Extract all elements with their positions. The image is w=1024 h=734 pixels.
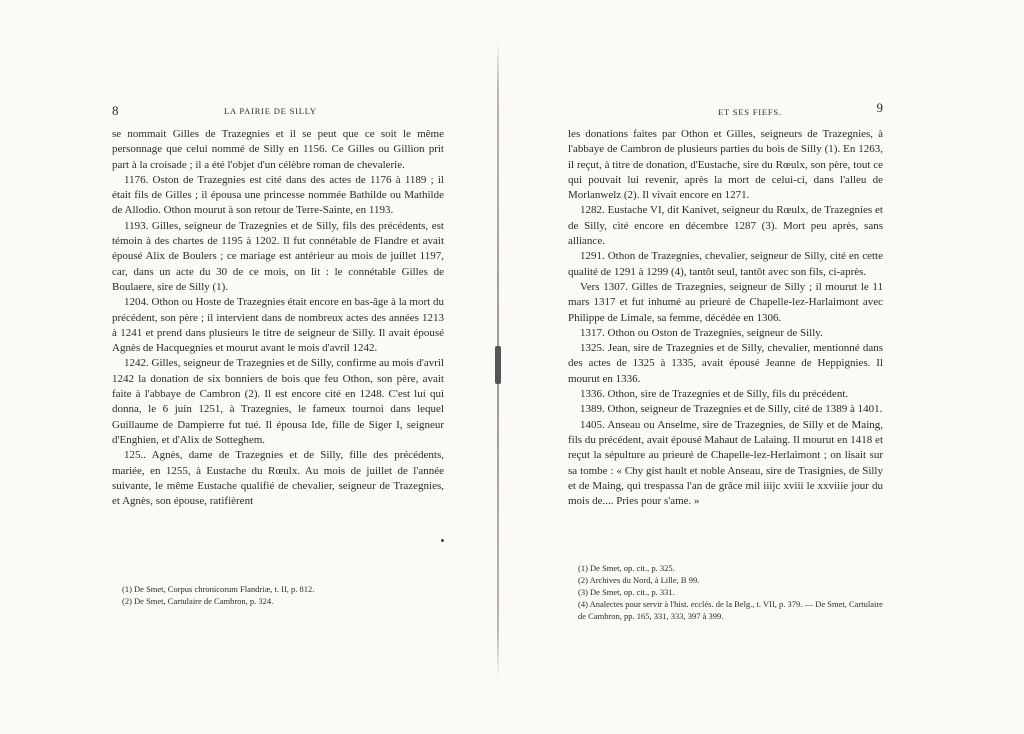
paragraph: 1317. Othon ou Oston de Trazegnies, seigneur de Silly. [580,326,823,339]
footnote: (3) De Smet, op. cit., p. 331. [578,587,675,597]
footnote: (1) De Smet, op. cit., p. 325. [578,563,675,573]
footnote: (4) Analectes pour servir à l'hist. ecclés. de la Belg., t. VII, p. 379. — De Smet, Cartulaire de Cambron, pp. 165, 331, 333, 397 à 399. [578,599,883,621]
running-head: LA PAIRIE DE SILLY [224,106,317,116]
paragraph: 1336. Othon, sire de Trazegnies et de Silly, fils du précédent. [580,388,849,401]
footnote: (2) De Smet, Cartulaire de Cambron, p. 324. [122,596,274,606]
left-page-body [112,127,444,509]
footnote: (1) De Smet, Corpus chronicorum Flandriæ, t. II, p. 812. [122,584,315,594]
paragraph: 1291. Othon de Trazegnies, chevalier, seigneur de Silly, cité en cette qualité de 1291 à 1299 (4), tantôt seul, tantôt avec son fils, ci-après. [568,250,883,278]
paragraph: 1282. Eustache VI, dit Kanivet, seigneur du Rœulx, de Trazegnies et de Silly, cité encore en décembre 1287 (3). Mort peu après, sans alliance. [568,204,883,248]
paragraph: 125.. Agnès, dame de Trazegnies et de Silly, fille des précédents, mariée, en 1255, à Eustache du Rœulx. Au mois de juillet de l'année suivante, le même Eustache qualifié de chevalier, seigneur de Trazegnies, et Agnès, son épouse, ratifièrent [112,449,444,508]
right-footnotes [578,562,883,622]
page-number: 8 [112,103,119,118]
right-page-body [568,127,883,509]
paragraph: 1242. Gilles, seigneur de Trazegnies et de Silly, confirme au mois d'avril 1242 la donation de six bonniers de bois que feu Othon, son père, avait faite à l'abbaye de Cambron (2). Il est encore cité en 1248. C'est lui qui donna, le 6 juin 1251, à Trazegnies, le fameux tournoi dans lequel Guillaume de Dampierre fut tué. Il épousa Ide, fille de Siger I, seigneur d'Enghien, et d'Alix de Sotteghem. [112,357,444,446]
paragraph: 1193. Gilles, seigneur de Trazegnies et de Silly, fils des précédents, est témoin à des chartes de 1195 à 1202. Il fut connétable de Flandre et avait épousé Alix de Boulers ; ce mariage est antérieur au mois de juillet 1197, car, dans un acte du 30 de ce mois, on lit : le connétable Gilles de Boulaere, sire de Silly (1). [112,219,444,293]
paragraph: 1325. Jean, sire de Trazegnies et de Silly, chevalier, mentionné dans des actes de 1325 à 1335, avait épousé Jeanne de Heppignies. Il mourut en 1336. [568,342,883,385]
paragraph: Vers 1307. Gilles de Trazegnies, seigneur de Silly ; il mourut le 11 mars 1317 et fut inhumé au prieuré de Chapelle-lez-Harlaimont avec Philippe de Limale, sa femme, décédée en 1306. [568,280,883,324]
left-footnotes [122,583,444,607]
paragraph: 1405. Anseau ou Anselme, sire de Trazegnies, de Silly et de Maing, fils du précédent, avait épousé Mahaut de Lalaing. Il mourut en 1418 et reçut la sépulture au prieuré de Chapelle-lez-Herlaimont ; on lisait sur sa tombe : « Chy gist hault et noble Anseau, sire de Trasignies, de Silly et de Maing, qui trespassa l'an de grâce mil iiijc xviii le xxviiie jour du mois de.... Pries pour s'ame. » [568,418,883,508]
page-number: 9 [876,100,883,115]
paragraph: se nommait Gilles de Trazegnies et il se peut que ce soit le même personnage que celui nommé de Silly en 1156. Ce Gilles ou Gillion prit part à la croisade ; il a été l'objet d'un célèbre roman de chevalerie. [112,128,444,171]
footnote: (2) Archives du Nord, à Lille, B 99. [578,575,700,585]
paragraph: 1204. Othon ou Hoste de Trazegnies était encore en bas-âge à la mort du précédent, son père ; il intervient dans de nombreux actes des années 1213 à 1241 et prend dans plusieurs le titre de seigneur de Silly. Il avait épousé Agnès de Hacquegnies et mourut avant le mois d'avril 1242. [112,296,444,355]
binding-mark [495,346,501,384]
running-head: ET SES FIEFS. [718,107,782,117]
right-page-header [568,100,883,120]
paragraph: 1389. Othon, seigneur de Trazegnies et de Silly, cité de 1389 à 1401. [580,403,883,416]
paragraph: 1176. Oston de Trazegnies est cité dans des actes de 1176 à 1189 ; il était fils de Gilles ; il épousa une princesse nommée Bathilde ou Mathilde de Allodio. Othon mourut à son retour de Terre-Sainte, en 1193. [112,173,444,217]
left-page-header [112,104,444,120]
paragraph: les donations faites par Othon et Gilles, seigneurs de Trazegnies, à l'abbaye de Cambron de plusieurs parties du bois de Silly (1). En 1263, il reçut, à titre de donation, d'Eustache, sire du Rœulx, son père, tout ce qui pouvait lui revenir, après la mort de celui-ci, dans l'alleu de Morlanwelz (2). Il vivait encore en 1271. [568,128,883,202]
stray-mark [441,539,444,542]
